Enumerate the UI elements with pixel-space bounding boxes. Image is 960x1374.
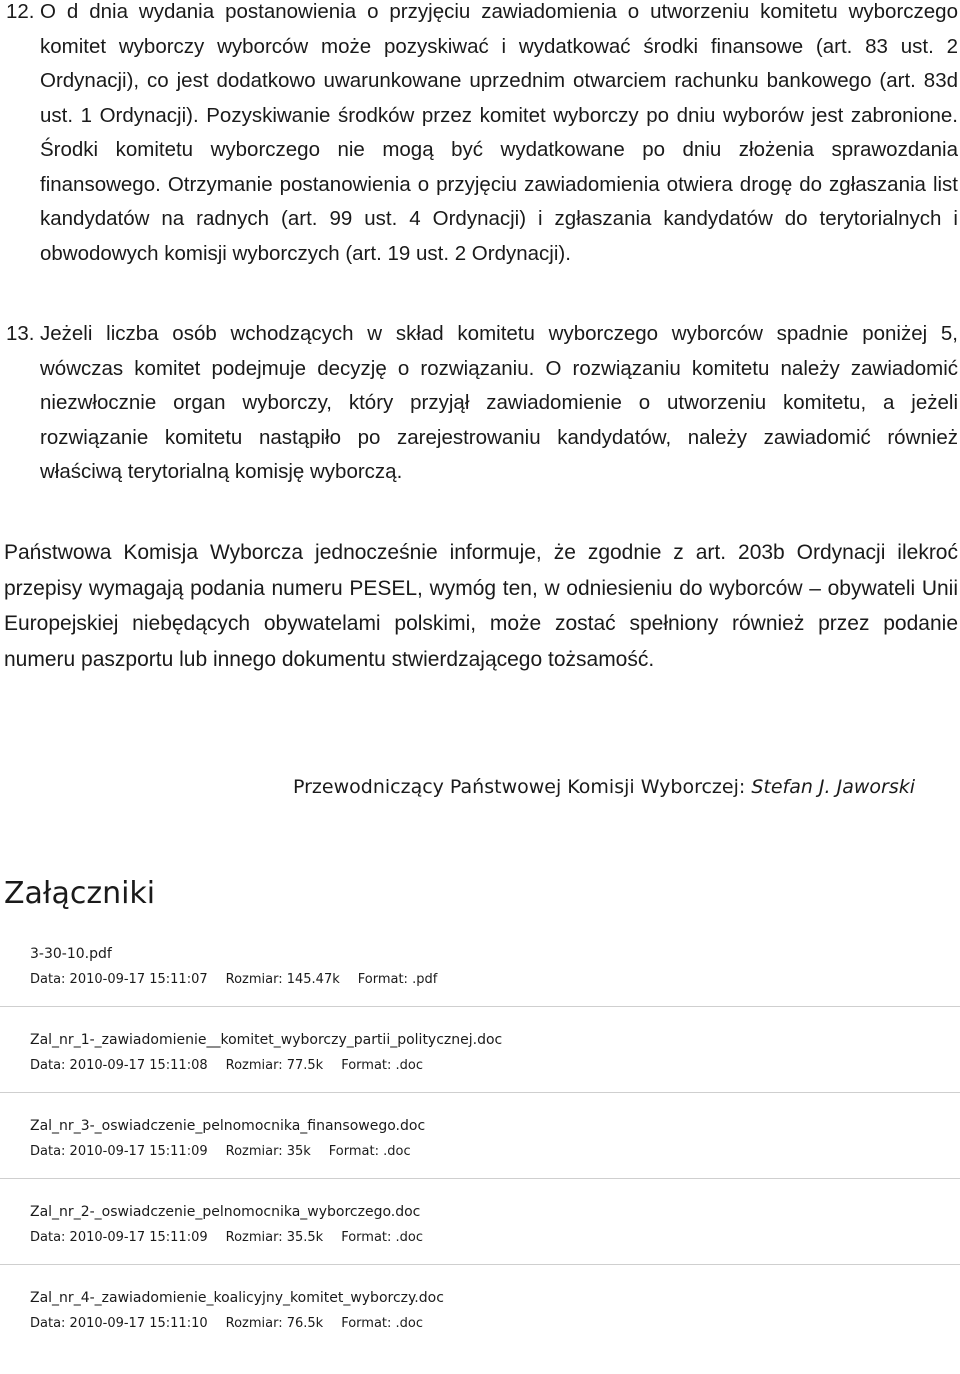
attachment-link[interactable]: 3-30-10.pdf	[30, 946, 112, 962]
attachment-date: Data: 2010-09-17 15:11:08	[30, 1058, 208, 1073]
attachment-meta	[30, 970, 960, 990]
divider	[0, 1006, 960, 1007]
attachment-date: Data: 2010-09-17 15:11:07	[30, 972, 208, 987]
attachment-item	[30, 1202, 960, 1288]
divider	[0, 1092, 960, 1093]
attachment-date: Data: 2010-09-17 15:11:09	[30, 1230, 208, 1245]
attachment-date: Data: 2010-09-17 15:11:10	[30, 1316, 208, 1331]
attachment-meta	[30, 1228, 960, 1248]
signature-line	[293, 772, 960, 802]
attachments-list	[30, 944, 960, 1374]
attachment-size: Rozmiar: 145.47k	[225, 972, 340, 987]
attachment-link[interactable]: Zal_nr_4-_zawiadomienie_koalicyjny_komitet_wyborczy.doc	[30, 1290, 444, 1306]
attachment-meta	[30, 1142, 960, 1162]
signature-label: Przewodniczący Państwowej Komisji Wyborczej:	[293, 776, 752, 798]
numbered-paragraph-13	[0, 317, 960, 490]
attachment-format: Format: .doc	[341, 1058, 424, 1073]
attachment-format: Format: .pdf	[357, 972, 438, 987]
attachment-item	[30, 1116, 960, 1202]
attachment-size: Rozmiar: 77.5k	[225, 1058, 324, 1073]
attachment-format: Format: .doc	[341, 1230, 424, 1245]
paragraph-text: Jeżeli liczba osób wchodzących w skład komitetu wyborczego wyborców spadnie poniżej 5, wówczas komitet podejmuje decyzję o rozwiązaniu. O rozwiązaniu komitetu należy zawiadomić niezwłocznie organ wyborczy, który przyjął zawiadomienie o utworzeniu komitetu, a jeżeli rozwiązanie komitetu nastąpiło po zarejestrowaniu kandydatów, należy zawiadomić również właściwą terytorialną komisję wyborczą.	[40, 322, 958, 483]
attachment-meta	[30, 1314, 960, 1334]
divider	[0, 1178, 960, 1179]
attachment-date: Data: 2010-09-17 15:11:09	[30, 1144, 208, 1159]
attachment-item	[30, 1288, 960, 1374]
attachment-meta	[30, 1056, 960, 1076]
numbered-paragraph-12	[0, 0, 960, 271]
signature-name: Stefan J. Jaworski	[751, 776, 916, 798]
pesel-note-paragraph: Państwowa Komisja Wyborcza jednocześnie informuje, że zgodnie z art. 203b Ordynacji ilekroć przepisy wymagają podania numeru PESEL, wymóg ten, w odniesieniu do wyborców – obywateli Unii Europejskiej niebędących obywatelami polskimi, może zostać spełniony również przez podanie numeru paszportu lub innego dokumentu stwierdzającego tożsamość.	[4, 541, 958, 671]
attachment-item	[30, 1030, 960, 1116]
attachment-link[interactable]: Zal_nr_2-_oswiadczenie_pelnomocnika_wyborczego.doc	[30, 1204, 421, 1220]
divider	[0, 1264, 960, 1265]
attachment-size: Rozmiar: 35k	[225, 1144, 311, 1159]
attachment-link[interactable]: Zal_nr_3-_oswiadczenie_pelnomocnika_finansowego.doc	[30, 1118, 426, 1134]
paragraph-text: O d dnia wydania postanowienia o przyjęciu zawiadomienia o utworzeniu komitetu wyborczego komitet wyborczy wyborców może pozyskiwać i wydatkować środki finansowe (art. 83 ust. 2 Ordynacji), co jest dodatkowo uwarunkowane uprzednim otwarciem rachunku bankowego (art. 83d ust. 1 Ordynacji). Pozyskiwanie środków przez komitet wyborczy po dniu wyborów jest zabronione. Środki komitetu wyborczego nie mogą być wydatkowane po dniu złożenia sprawozdania finansowego. Otrzymanie postanowienia o przyjęciu zawiadomienia otwiera drogę do zgłaszania list kandydatów na radnych (art. 99 ust. 4 Ordynacji) i zgłaszania kandydatów do terytorialnych i obwodowych komisji wyborczych (art. 19 ust. 2 Ordynacji).	[40, 0, 958, 265]
attachment-item	[30, 944, 960, 1030]
paragraph-number: 13.	[6, 322, 35, 345]
attachment-size: Rozmiar: 35.5k	[225, 1230, 324, 1245]
attachment-format: Format: .doc	[341, 1316, 424, 1331]
attachment-size: Rozmiar: 76.5k	[225, 1316, 324, 1331]
paragraph-number: 12.	[6, 0, 35, 23]
attachment-format: Format: .doc	[328, 1144, 411, 1159]
attachment-link[interactable]: Zal_nr_1-_zawiadomienie__komitet_wyborczy_partii_politycznej.doc	[30, 1032, 503, 1048]
attachments-heading: Załączniki	[4, 876, 156, 911]
